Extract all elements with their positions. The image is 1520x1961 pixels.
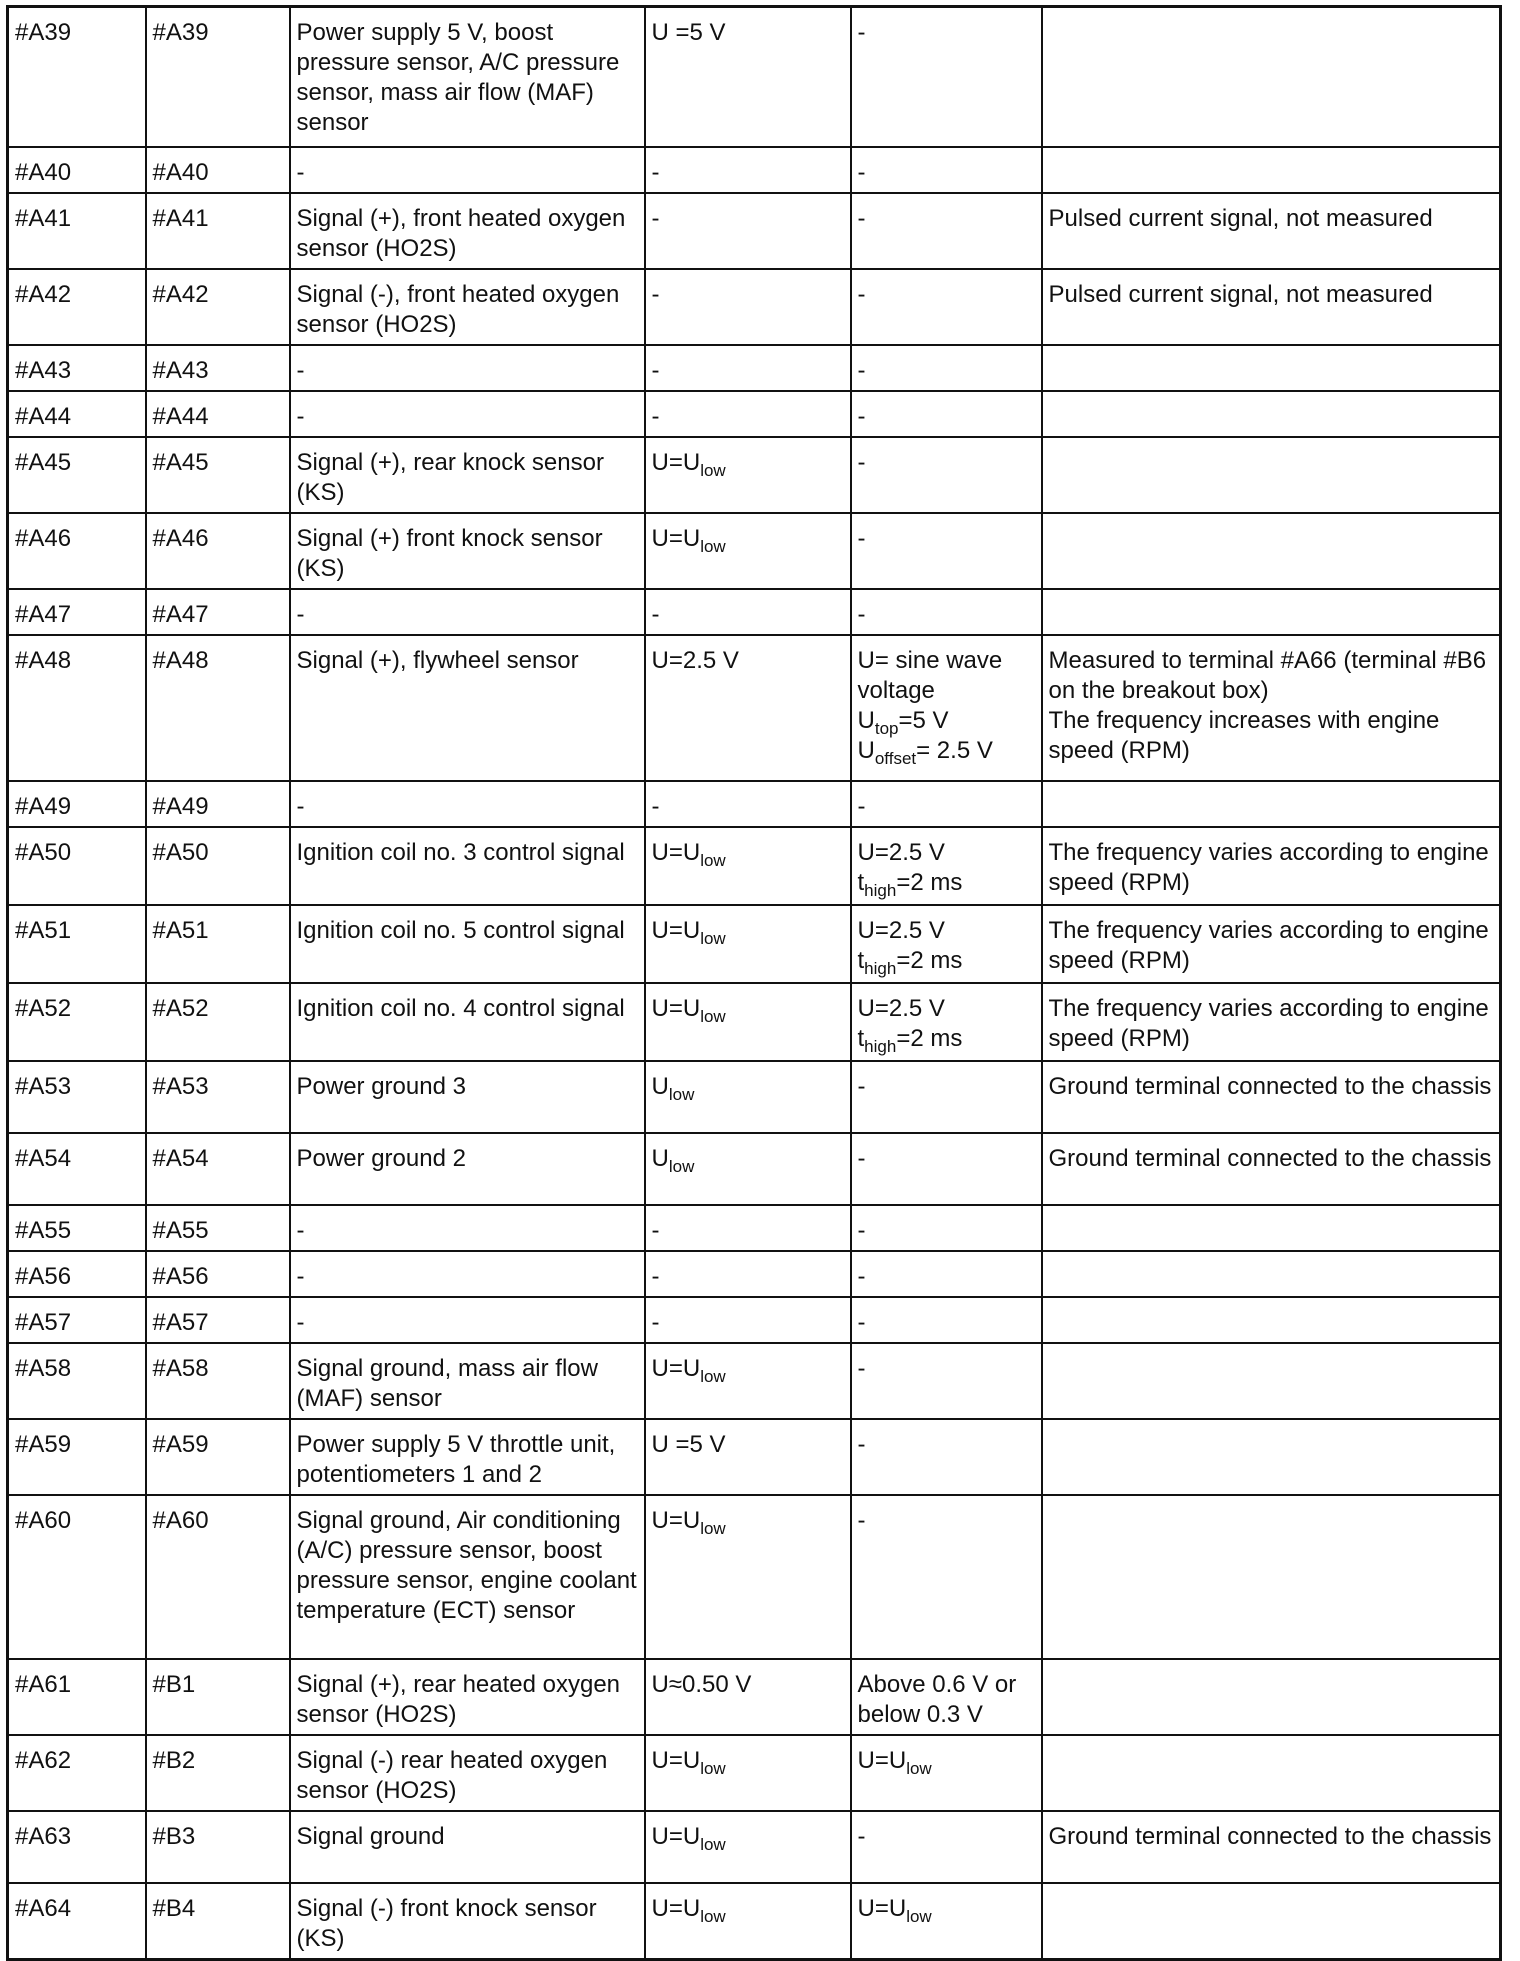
value-condition-1-cell: $U_{low}$ — [645, 1133, 851, 1205]
table-row — [8, 1495, 1501, 1659]
ecm-pin: #A58 — [8, 1343, 146, 1419]
value-condition-1-cell: $U=U_{low}$ — [645, 827, 851, 905]
value-condition-1-cell: U=2.5 V — [645, 635, 851, 781]
description-cell: Signal (-), front heated oxygen sensor (HO2S) — [290, 269, 645, 345]
description-cell: - — [290, 345, 645, 391]
table-row — [8, 1205, 1501, 1251]
breakout-pin: #A58 — [146, 1343, 290, 1419]
breakout-pin: #A57 — [146, 1297, 290, 1343]
ecm-pin: #A40 — [8, 147, 146, 193]
description-cell: Signal (+) front knock sensor (KS) — [290, 513, 645, 589]
description-cell: Signal (-) front knock sensor (KS) — [290, 1883, 645, 1960]
comment-cell: The frequency varies according to engine speed (RPM) — [1042, 827, 1501, 905]
table-row — [8, 1297, 1501, 1343]
table-row — [8, 827, 1501, 905]
description-cell: Power supply 5 V, boost pressure sensor, A/C pressure sensor, mass air flow (MAF) sensor — [290, 7, 645, 147]
description-cell: Signal (-) rear heated oxygen sensor (HO2S) — [290, 1735, 645, 1811]
ecm-pin: #A62 — [8, 1735, 146, 1811]
breakout-pin: #A49 — [146, 781, 290, 827]
value-condition-2-cell: - — [851, 1251, 1042, 1297]
comment-cell — [1042, 345, 1501, 391]
value-condition-2-cell: - — [851, 1419, 1042, 1495]
ecm-pin: #A48 — [8, 635, 146, 781]
value-condition-1-cell: $U=U_{low}$ — [645, 983, 851, 1061]
description-cell: Signal (+), rear heated oxygen sensor (HO2S) — [290, 1659, 645, 1735]
value-condition-1-cell: - — [645, 269, 851, 345]
value-condition-2-cell: Above 0.6 V or below 0.3 V — [851, 1659, 1042, 1735]
value-condition-1-cell: U =5 V — [645, 1419, 851, 1495]
description-cell: Ignition coil no. 4 control signal — [290, 983, 645, 1061]
description-cell: Power supply 5 V throttle unit, potentiometers 1 and 2 — [290, 1419, 645, 1495]
ecm-pin: #A52 — [8, 983, 146, 1061]
table-row — [8, 7, 1501, 147]
comment-cell — [1042, 589, 1501, 635]
ecm-pin: #A60 — [8, 1495, 146, 1659]
description-cell: - — [290, 391, 645, 437]
comment-cell — [1042, 1659, 1501, 1735]
value-condition-2-cell: - — [851, 1495, 1042, 1659]
comment-cell: Ground terminal connected to the chassis — [1042, 1061, 1501, 1133]
breakout-pin: #A40 — [146, 147, 290, 193]
description-cell: Power ground 2 — [290, 1133, 645, 1205]
comment-cell — [1042, 781, 1501, 827]
value-condition-1-cell: - — [645, 193, 851, 269]
value-condition-1-cell: $U=U_{low}$ — [645, 1343, 851, 1419]
table-row — [8, 513, 1501, 589]
comment-cell: Pulsed current signal, not measured — [1042, 269, 1501, 345]
breakout-pin: #A51 — [146, 905, 290, 983]
table-row — [8, 391, 1501, 437]
value-condition-1-cell: $U=U_{low}$ — [645, 1735, 851, 1811]
description-cell: Ignition coil no. 3 control signal — [290, 827, 645, 905]
breakout-pin: #A53 — [146, 1061, 290, 1133]
comment-cell — [1042, 1419, 1501, 1495]
comment-cell: Measured to terminal #A66 (terminal #B6 on the breakout box) The frequency increases with engine speed (RPM) — [1042, 635, 1501, 781]
comment-cell — [1042, 391, 1501, 437]
value-condition-1-cell: $U=U_{low}$ — [645, 905, 851, 983]
value-condition-2-cell: - — [851, 1061, 1042, 1133]
value-condition-2-cell: U= sine wave voltage $U_{top}=5$ V $U_{offset}= 2.5$ V — [851, 635, 1042, 781]
table-row — [8, 1133, 1501, 1205]
table-row — [8, 1061, 1501, 1133]
value-condition-1-cell: $U=U_{low}$ — [645, 1811, 851, 1883]
ecm-pin: #A55 — [8, 1205, 146, 1251]
table-row — [8, 1419, 1501, 1495]
value-condition-1-cell: U≈0.50 V — [645, 1659, 851, 1735]
breakout-pin: #A60 — [146, 1495, 290, 1659]
value-condition-1-cell: - — [645, 1251, 851, 1297]
table-row — [8, 983, 1501, 1061]
breakout-pin: #A55 — [146, 1205, 290, 1251]
ecm-pin: #A41 — [8, 193, 146, 269]
table-row — [8, 147, 1501, 193]
table-row — [8, 635, 1501, 781]
comment-cell: Ground terminal connected to the chassis — [1042, 1133, 1501, 1205]
comment-cell: Pulsed current signal, not measured — [1042, 193, 1501, 269]
pin-table — [6, 5, 1502, 1961]
breakout-pin: #A48 — [146, 635, 290, 781]
value-condition-2-cell: - — [851, 147, 1042, 193]
ecm-pin: #A42 — [8, 269, 146, 345]
ecm-pin: #A57 — [8, 1297, 146, 1343]
value-condition-2-cell: $U=U_{low}$ — [851, 1735, 1042, 1811]
value-condition-1-cell: - — [645, 1205, 851, 1251]
value-condition-2-cell: U=2.5 V $t_{high}=2$ ms — [851, 905, 1042, 983]
ecm-pin: #A44 — [8, 391, 146, 437]
value-condition-1-cell: - — [645, 391, 851, 437]
description-cell: Signal ground, Air conditioning (A/C) pressure sensor, boost pressure sensor, engine coolant temperature (ECT) sensor — [290, 1495, 645, 1659]
comment-cell: The frequency varies according to engine speed (RPM) — [1042, 905, 1501, 983]
breakout-pin: #B2 — [146, 1735, 290, 1811]
ecm-pin: #A51 — [8, 905, 146, 983]
value-condition-2-cell: - — [851, 1343, 1042, 1419]
description-cell: - — [290, 589, 645, 635]
table-row — [8, 437, 1501, 513]
value-condition-2-cell: U=2.5 V $t_{high}=2$ ms — [851, 827, 1042, 905]
ecm-pin: #A53 — [8, 1061, 146, 1133]
breakout-pin: #A41 — [146, 193, 290, 269]
breakout-pin: #B4 — [146, 1883, 290, 1960]
value-condition-2-cell: - — [851, 193, 1042, 269]
table-row — [8, 345, 1501, 391]
table-row — [8, 1659, 1501, 1735]
ecm-pin: #A59 — [8, 1419, 146, 1495]
description-cell: Ignition coil no. 5 control signal — [290, 905, 645, 983]
value-condition-2-cell: - — [851, 391, 1042, 437]
comment-cell: Ground terminal connected to the chassis — [1042, 1811, 1501, 1883]
comment-cell — [1042, 147, 1501, 193]
breakout-pin: #A47 — [146, 589, 290, 635]
description-cell: Signal (+), rear knock sensor (KS) — [290, 437, 645, 513]
value-condition-1-cell: $U=U_{low}$ — [645, 1495, 851, 1659]
breakout-pin: #A50 — [146, 827, 290, 905]
table-row — [8, 1811, 1501, 1883]
value-condition-1-cell: $U=U_{low}$ — [645, 513, 851, 589]
breakout-pin: #A39 — [146, 7, 290, 147]
ecm-pin: #A49 — [8, 781, 146, 827]
breakout-pin: #A45 — [146, 437, 290, 513]
ecm-pin: #A56 — [8, 1251, 146, 1297]
table-row — [8, 1735, 1501, 1811]
comment-cell — [1042, 1251, 1501, 1297]
ecm-pin: #A61 — [8, 1659, 146, 1735]
ecm-pin: #A45 — [8, 437, 146, 513]
comment-cell — [1042, 1735, 1501, 1811]
ecm-pin: #A64 — [8, 1883, 146, 1960]
value-condition-1-cell: - — [645, 147, 851, 193]
comment-cell — [1042, 1883, 1501, 1960]
ecm-pin: #A46 — [8, 513, 146, 589]
value-condition-1-cell: - — [645, 1297, 851, 1343]
description-cell: Signal (+), front heated oxygen sensor (HO2S) — [290, 193, 645, 269]
description-cell: Power ground 3 — [290, 1061, 645, 1133]
breakout-pin: #A43 — [146, 345, 290, 391]
value-condition-2-cell: - — [851, 345, 1042, 391]
comment-cell: The frequency varies according to engine speed (RPM) — [1042, 983, 1501, 1061]
value-condition-2-cell: - — [851, 437, 1042, 513]
description-cell: - — [290, 781, 645, 827]
value-condition-2-cell: - — [851, 781, 1042, 827]
value-condition-2-cell: - — [851, 1811, 1042, 1883]
table-row — [8, 781, 1501, 827]
description-cell: - — [290, 1251, 645, 1297]
table-body — [8, 7, 1501, 1960]
breakout-pin: #A46 — [146, 513, 290, 589]
value-condition-2-cell: U=2.5 V $t_{high}=2$ ms — [851, 983, 1042, 1061]
description-cell: Signal ground — [290, 1811, 645, 1883]
table-row — [8, 1251, 1501, 1297]
value-condition-2-cell: - — [851, 1297, 1042, 1343]
table-row — [8, 905, 1501, 983]
description-cell: - — [290, 1297, 645, 1343]
breakout-pin: #A52 — [146, 983, 290, 1061]
value-condition-2-cell: - — [851, 269, 1042, 345]
value-condition-1-cell: - — [645, 589, 851, 635]
table-row — [8, 269, 1501, 345]
table-row — [8, 589, 1501, 635]
value-condition-2-cell: - — [851, 7, 1042, 147]
value-condition-1-cell: - — [645, 781, 851, 827]
ecm-pin: #A39 — [8, 7, 146, 147]
value-condition-2-cell: - — [851, 1133, 1042, 1205]
description-cell: - — [290, 147, 645, 193]
table-row — [8, 1343, 1501, 1419]
ecm-pin: #A50 — [8, 827, 146, 905]
value-condition-1-cell: - — [645, 345, 851, 391]
comment-cell — [1042, 513, 1501, 589]
description-cell: - — [290, 1205, 645, 1251]
ecm-pin: #A43 — [8, 345, 146, 391]
value-condition-2-cell: - — [851, 589, 1042, 635]
value-condition-1-cell: $U=U_{low}$ — [645, 1883, 851, 1960]
ecm-pin: #A54 — [8, 1133, 146, 1205]
ecm-pin: #A47 — [8, 589, 146, 635]
table-row — [8, 193, 1501, 269]
value-condition-1-cell: $U=U_{low}$ — [645, 437, 851, 513]
value-condition-2-cell: $U=U_{low}$ — [851, 1883, 1042, 1960]
value-condition-2-cell: - — [851, 513, 1042, 589]
description-cell: Signal ground, mass air flow (MAF) sensor — [290, 1343, 645, 1419]
value-condition-2-cell: - — [851, 1205, 1042, 1251]
description-cell: Signal (+), flywheel sensor — [290, 635, 645, 781]
breakout-pin: #B1 — [146, 1659, 290, 1735]
comment-cell — [1042, 1343, 1501, 1419]
comment-cell — [1042, 437, 1501, 513]
breakout-pin: #A54 — [146, 1133, 290, 1205]
comment-cell — [1042, 1297, 1501, 1343]
comment-cell — [1042, 1495, 1501, 1659]
value-condition-1-cell: $U_{low}$ — [645, 1061, 851, 1133]
comment-cell — [1042, 1205, 1501, 1251]
breakout-pin: #B3 — [146, 1811, 290, 1883]
comment-cell — [1042, 7, 1501, 147]
value-condition-1-cell: U =5 V — [645, 7, 851, 147]
breakout-pin: #A42 — [146, 269, 290, 345]
breakout-pin: #A56 — [146, 1251, 290, 1297]
table-row — [8, 1883, 1501, 1960]
breakout-pin: #A44 — [146, 391, 290, 437]
ecm-pin: #A63 — [8, 1811, 146, 1883]
breakout-pin: #A59 — [146, 1419, 290, 1495]
